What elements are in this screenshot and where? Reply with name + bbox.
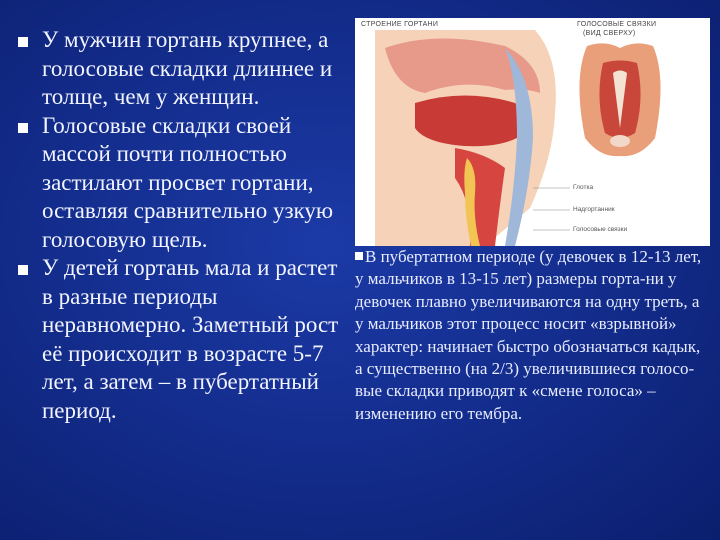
arytenoid [610,135,630,147]
paragraph-text: В пубертатном периоде (у девочек в 12-13 лет, у мальчиков в 13-15 лет) размеры горта-ни у девочек плавно увеличиваются на одну треть, а у мальчиков этот процесс носит «взрывной» характер: начинает быстро обозначаться кадык, а существенно (на 2/3) увеличившиеся голосо-вые складки приводят к «смене голоса» – изменению его тембра. [355,247,702,423]
list-item [16,26,346,112]
figure-caption-structure: СТРОЕНИЕ ГОРТАНИ [361,21,439,28]
label-glotka: Глотка [573,184,594,191]
bullet-text: У мужчин гортань крупнее, а голосовые складки длиннее и толще, чем у женщин. [42,27,333,109]
anatomy-drawing [355,18,710,246]
label-vocal-cords: Голосовые связки [573,226,628,233]
list-item [16,254,346,425]
larynx-illustration [355,18,710,246]
square-bullet-icon [18,123,28,133]
square-bullet-icon [18,265,28,275]
square-bullet-icon [355,252,363,260]
figure-caption-vocal-cords: ГОЛОСОВЫЕ СВЯЗКИ [577,21,657,28]
list-item [16,112,346,255]
square-bullet-icon [18,37,28,47]
tongue [415,96,526,147]
bullet-text: Голосовые складки своей массой почти полностью застилают просвет гортани, оставляя сравнительно узкую голосовую щель. [42,112,334,252]
label-epiglottis: Надгортанник [573,206,615,213]
puberty-paragraph [355,246,710,425]
bullet-text: У детей гортань мала и растет в разные периоды неравномерно. Заметный рост её происходит в возрасте 5-7 лет, а затем – в пубертатный период. [42,255,339,423]
figure-caption-top-view: (ВИД СВЕРХУ) [583,30,636,37]
bullet-list [16,26,346,425]
